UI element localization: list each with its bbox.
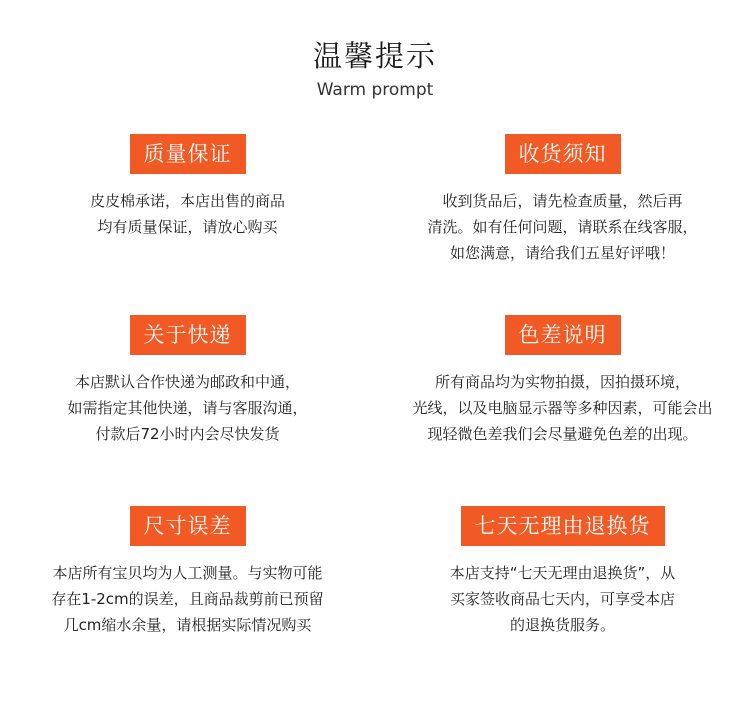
description-line: 收到货品后，请先检查质量，然后再 [442, 192, 683, 210]
description-line: 本店支持“七天无理由退换货”，从 [449, 564, 676, 582]
section-description [0, 560, 375, 638]
description-line: 存在1-2cm的误差，且商品裁剪前已预留 [51, 590, 324, 608]
description-line: 本店默认合作快递为邮政和中通， [74, 373, 300, 391]
section-description [375, 369, 750, 447]
description-line: 买家签收商品七天内，可享受本店 [449, 590, 675, 608]
description-line: 如您满意，请给我们五星好评哦！ [449, 244, 675, 262]
section-size-error [0, 506, 375, 638]
section-badge: 七天无理由退换货 [461, 506, 665, 546]
description-line: 所有商品均为实物拍摄，因拍摄环境， [434, 373, 690, 391]
description-line: 皮皮棉承诺，本店出售的商品 [89, 192, 285, 210]
description-line: 本店所有宝贝均为人工测量。与实物可能 [52, 564, 323, 582]
description-line: 均有质量保证，请放心购买 [97, 218, 278, 236]
section-description [375, 560, 750, 638]
section-badge: 色差说明 [505, 315, 621, 355]
description-line: 付款后72小时内会尽快发货 [95, 425, 280, 443]
section-badge: 收货须知 [505, 134, 621, 174]
section-seven-day-return [375, 506, 750, 638]
section-description [375, 188, 750, 266]
section-shipping [0, 315, 375, 447]
page-subtitle: Warm prompt [316, 80, 434, 100]
section-badge: 质量保证 [130, 134, 246, 174]
description-line: 如需指定其他快递，请与客服沟通， [67, 399, 308, 417]
section-description [0, 188, 375, 240]
section-receiving-notice [375, 134, 750, 266]
section-badge: 关于快递 [130, 315, 246, 355]
description-line: 现轻微色差我们会尽量避免色差的出现。 [427, 425, 698, 443]
description-line: 的退换货服务。 [509, 616, 615, 634]
description-line: 清洗。如有任何问题，请联系在线客服， [427, 218, 698, 236]
section-description [0, 369, 375, 447]
section-quality-guarantee [0, 134, 375, 240]
page-title: 温馨提示 [312, 39, 437, 73]
description-line: 光线，以及电脑显示器等多种因素，可能会出 [412, 399, 713, 417]
section-badge: 尺寸误差 [130, 506, 246, 546]
description-line: 几cm缩水余量，请根据实际情况购买 [63, 616, 312, 634]
section-color-difference [375, 315, 750, 447]
